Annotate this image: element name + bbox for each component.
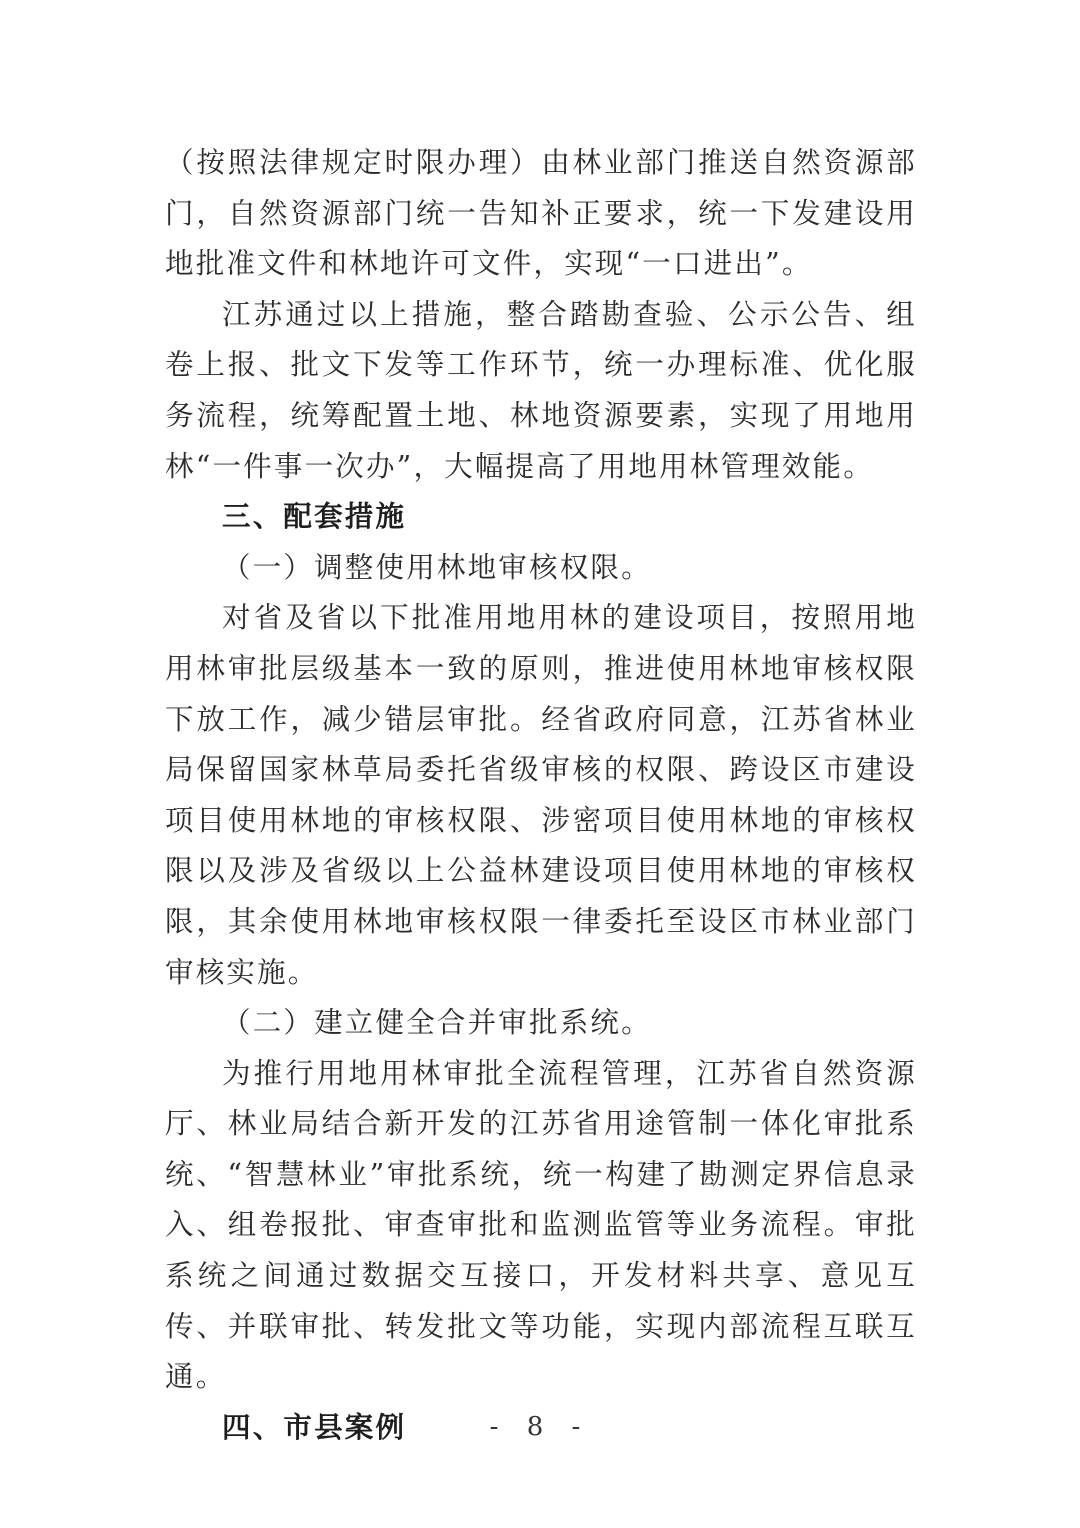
section-heading-3: 三、配套措施	[222, 500, 407, 534]
subsection-heading-1: （一）调整使用林地审核权限。	[222, 550, 652, 584]
paragraph-summary: 江苏通过以上措施，整合踏勘查验、公示公告、组卷上报、批文下发等工作环节，统一办理标准、优化服务流程，统筹配置土地、林地资源要素，实现了用地用林“一件事一次办”，大幅提高了用地用林管理效能。	[165, 297, 917, 483]
section-heading-4: 四、市县案例	[222, 1410, 407, 1444]
subsection-heading-2: （二）建立健全合并审批系统。	[222, 1006, 652, 1040]
paragraph-authority: 对省及省以下批准用地用林的建设项目，按照用地用林审批层级基本一致的原则，推进使用林地审核权限下放工作，减少错层审批。经省政府同意，江苏省林业局保留国家林草局委托省级审核的权限、跨设区市建设项目使用林地的审核权限、涉密项目使用林地的审核权限以及涉及省级以上公益林建设项目使用林地的审核权限，其余使用林地审核权限一律委托至设区市林业部门审核实施。	[165, 601, 917, 989]
document-body	[165, 138, 917, 1453]
paragraph-system: 为推行用地用林审批全流程管理，江苏省自然资源厅、林业局结合新开发的江苏省用途管制一体化审批系统、“智慧林业”审批系统，统一构建了勘测定界信息录入、组卷报批、审查审批和监测监管等业务流程。审批系统之间通过数据交互接口，开发材料共享、意见互传、并联审批、转发批文等功能，实现内部流程互联互通。	[165, 1056, 917, 1394]
paragraph-continuation: （按照法律规定时限办理）由林业部门推送自然资源部门，自然资源部门统一告知补正要求，统一下发建设用地批准文件和林地许可文件，实现“一口进出”。	[165, 146, 917, 281]
page-number: - 8 -	[489, 1412, 591, 1442]
